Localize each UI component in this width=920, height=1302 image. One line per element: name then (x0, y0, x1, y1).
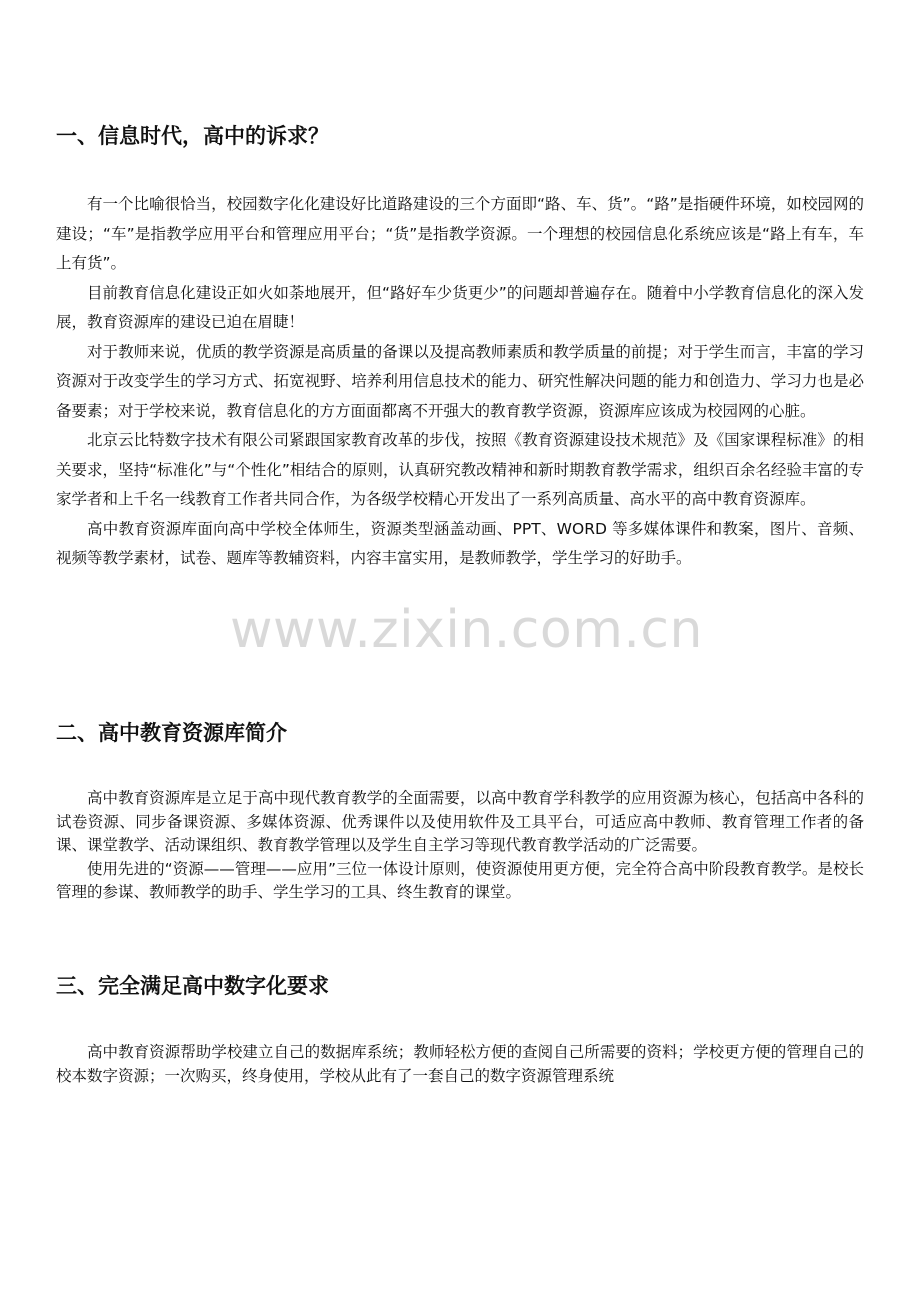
section-2-heading: 二、高中教育资源库简介 (56, 721, 287, 745)
paragraph: 高中教育资源库面向高中学校全体师生，资源类型涵盖动画、PPT、WORD 等多媒体课件和教案，图片、音频、视频等教学素材，试卷、题库等教辅资料，内容丰富实用，是教师教学，学生学习的好助手。 (56, 519, 864, 567)
section-3-heading: 三、完全满足高中数字化要求 (56, 974, 329, 998)
paragraph: 使用先进的“资源——管理——应用”三位一体设计原则，使资源使用更方便，完全符合高中阶段教育教学。是校长管理的参谋、教师教学的助手、学生学习的工具、终生教育的课堂。 (56, 859, 864, 901)
paragraph: 高中教育资源帮助学校建立自己的数据库系统；教师轻松方便的查阅自己所需要的资料；学校更方便的管理自己的校本数字资源；一次购买，终身使用，学校从此有了一套自己的数字资源管理系统 (56, 1043, 864, 1085)
paragraph: 北京云比特数字技术有限公司紧跟国家教育改革的步伐，按照《教育资源建设技术规范》及《国家课程标准》的相关要求，坚持“标准化”与“个性化”相结合的原则，认真研究教改精神和新时期教育教学需求，组织百余名经验丰富的专家学者和上千名一线教育工作者共同合作，为各级学校精心开发出了一系列高质量、高水平的高中教育资源库。 (56, 431, 864, 508)
paragraph: 目前教育信息化建设正如火如荼地展开，但“路好车少货更少”的问题却普遍存在。随着中小学教育信息化的深入发展，教育资源库的建设已迫在眉睫！ (56, 283, 864, 331)
section-3-body (56, 1041, 864, 1088)
section-1-heading: 一、信息时代，高中的诉求？ (56, 124, 329, 148)
section-2-body (56, 787, 864, 905)
paragraph: 对于教师来说，优质的教学资源是高质量的备课以及提高教师素质和教学质量的前提；对于学生而言，丰富的学习资源对于改变学生的学习方式、拓宽视野、培养利用信息技术的能力、研究性解决问题的能力和创造力、学习力也是必备要素；对于学校来说，教育信息化的方方面面都离不开强大的教育教学资源，资源库应该成为校园网的心脏。 (56, 342, 864, 420)
section-1-body (56, 190, 864, 574)
paragraph: 有一个比喻很恰当，校园数字化化建设好比道路建设的三个方面即“路、车、货”。“路”是指硬件环境，如校园网的建设；“车”是指教学应用平台和管理应用平台；“货”是指教学资源。一个理想的校园信息化系统应该是“路上有车，车上有货”。 (56, 195, 864, 272)
paragraph: 高中教育资源库是立足于高中现代教育教学的全面需要，以高中教育学科教学的应用资源为核心，包括高中各科的试卷资源、同步备课资源、多媒体资源、优秀课件以及使用软件及工具平台，可适应高中教师、教育管理工作者的备课、课堂教学、活动课组织、教育教学管理以及学生自主学习等现代教育教学活动的广泛需要。 (56, 789, 864, 854)
watermark: www.zixin.com.cn (230, 600, 703, 660)
